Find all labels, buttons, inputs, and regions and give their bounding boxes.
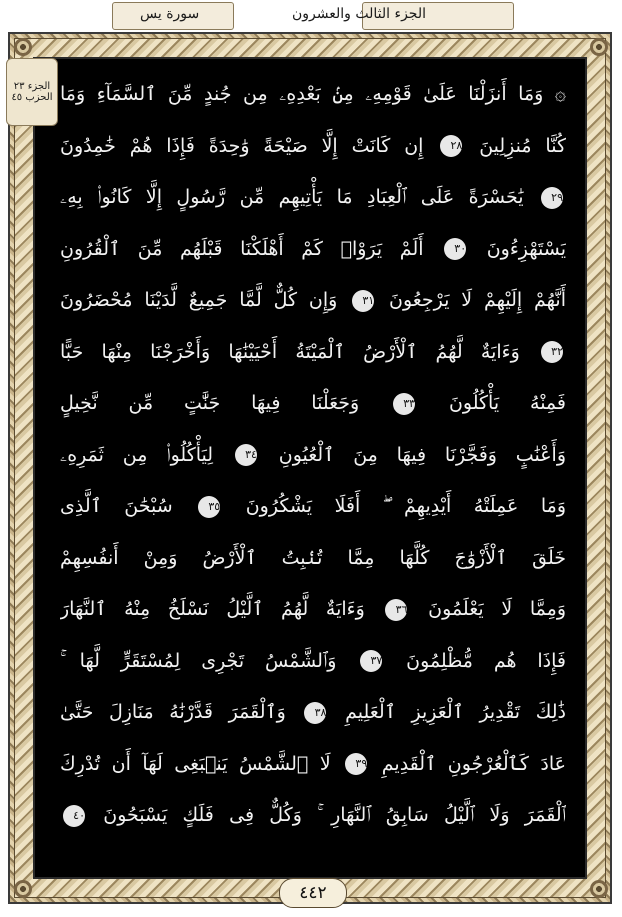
ayah-number-marker: ٣٦ [385, 599, 407, 621]
surah-title: سورة يس [140, 6, 200, 22]
ayah-number-marker: ٢٨ [440, 135, 462, 157]
quran-line [60, 225, 566, 273]
ayah-text: فَإِذَا هُم مُّظْلِمُونَ [385, 649, 566, 672]
quran-line [60, 688, 566, 736]
ayah-number-marker: ٣٧ [360, 650, 382, 672]
quran-line [60, 276, 566, 324]
ayah-text: ذَٰلِكَ تَقْدِيرُ ٱلْعَزِيزِ ٱلْعَلِيمِ [329, 701, 566, 723]
ayah-text: وَٱلشَّمْسُ تَجْرِى لِمُسْتَقَرٍّ لَّهَا ۚ [60, 649, 358, 672]
ayah-text: لَا ٱلشَّمْسُ يَنۢبَغِى لَهَآ أَن تُدْرِكَ [60, 752, 343, 775]
corner-rosette-icon [590, 38, 608, 56]
ayah-text: عَادَ كَٱلْعُرْجُونِ ٱلْقَدِيمِ [370, 752, 566, 775]
quran-line [60, 173, 566, 221]
ayah-text: يَسْتَهْزِءُونَ [469, 237, 566, 260]
hizb-marker [6, 58, 58, 126]
ayah-text: لِيَأْكُلُوا۟ مِن ثَمَرِهِۦ [60, 443, 232, 466]
ayah-text: وَٱلْقَمَرَ قَدَّرْنَٰهُ مَنَازِلَ حَتَّىٰ [60, 701, 302, 723]
ayah-text: وَجَعَلْنَا فِيهَا جَنَّٰتٍ مِّن نَّخِيلٍ [60, 392, 391, 414]
ayah-number-marker: ٣٣ [393, 393, 415, 415]
quran-line [60, 637, 566, 685]
quran-line [60, 431, 566, 479]
juz-title: الجزء الثالث والعشرون [292, 6, 426, 22]
page-header [0, 2, 622, 30]
quran-line [60, 328, 566, 376]
page-number: ٤٤٢ [279, 878, 347, 908]
ayah-text: وَءَايَةٌ لَّهُمُ ٱلَّيْلُ نَسْلَخُ مِنْهُ ٱلنَّهَارَ [60, 598, 383, 620]
ayah-text: وَمِمَّا لَا يَعْلَمُونَ [410, 598, 566, 620]
quran-text [60, 70, 566, 852]
quran-line [60, 482, 566, 530]
ayah-text: وَمَا عَمِلَتْهُ أَيْدِيهِمْ ۖ أَفَلَا يَشْكُرُونَ [223, 495, 566, 517]
ayah-number-marker: ٣٠ [444, 238, 466, 260]
ayah-number-marker: ٣٢ [541, 341, 563, 363]
ayah-text: ٱلْقَمَرَ وَلَا ٱلَّيْلُ سَابِقُ ٱلنَّهَارِ ۚ وَكُلٌّ فِى فَلَكٍ يَسْبَحُونَ [88, 804, 566, 826]
ayah-text: خَلَقَ ٱلْأَزْوَٰجَ كُلَّهَا مِمَّا تُنۢبِتُ ٱلْأَرْضُ وَمِنْ أَنفُسِهِمْ [60, 546, 566, 569]
ayah-number-marker: ٣٥ [198, 496, 220, 518]
hizb-hizb-label: الحزب ٤٥ [11, 92, 53, 103]
ayah-text: وَأَعْنَٰبٍ وَفَجَّرْنَا فِيهَا مِنَ ٱلْعُيُونِ [259, 443, 566, 466]
quran-line [60, 70, 566, 118]
quran-line [60, 122, 566, 170]
ayah-text: وَءَايَةٌ لَّهُمُ ٱلْأَرْضُ ٱلْمَيْتَةُ أَحْيَيْنَٰهَا وَأَخْرَجْنَا مِنْهَا حَبًّا [60, 340, 538, 363]
ayah-text: إِن كَانَتْ إِلَّا صَيْحَةً وَٰحِدَةً فَإِذَا هُمْ خَٰمِدُونَ [60, 134, 438, 157]
quran-line [60, 791, 566, 839]
ayah-number-marker: ٣١ [352, 290, 374, 312]
ayah-text: سُبْحَٰنَ ٱلَّذِى [60, 495, 196, 517]
ayah-text: يَٰحَسْرَةً عَلَى ٱلْعِبَادِ مَا يَأْتِيهِم مِّن رَّسُولٍ إِلَّا كَانُوا۟ بِهِۦ [60, 186, 538, 208]
ayah-text: ۞ وَمَا أَنزَلْنَا عَلَىٰ قَوْمِهِۦ مِنۢ بَعْدِهِۦ مِن جُندٍ مِّنَ ٱلسَّمَآءِ وَمَا [60, 83, 566, 105]
ayah-number-marker: ٣٨ [304, 702, 326, 724]
corner-rosette-icon [14, 880, 32, 898]
corner-rosette-icon [590, 880, 608, 898]
quran-line [60, 585, 566, 633]
ayah-number-marker: ٤٠ [63, 805, 85, 827]
ayah-number-marker: ٢٩ [541, 187, 563, 209]
ayah-text: أَنَّهُمْ إِلَيْهِمْ لَا يَرْجِعُونَ [377, 289, 566, 311]
ayah-number-marker: ٣٤ [235, 444, 257, 466]
ayah-text: كُنَّا مُنزِلِينَ [465, 134, 566, 157]
ayah-number-marker: ٣٩ [345, 753, 367, 775]
ayah-text: وَإِن كُلٌّ لَّمَّا جَمِيعٌ لَّدَيْنَا مُحْضَرُونَ [60, 289, 350, 311]
hizb-juz-label: الجزء ٢٣ [13, 81, 51, 92]
quran-line [60, 379, 566, 427]
quran-line [60, 740, 566, 788]
ayah-text: أَلَمْ يَرَوْا۟ كَمْ أَهْلَكْنَا قَبْلَهُم مِّنَ ٱلْقُرُونِ [60, 237, 442, 260]
quran-line [60, 534, 566, 582]
corner-rosette-icon [14, 38, 32, 56]
ayah-text: فَمِنْهُ يَأْكُلُونَ [418, 392, 566, 414]
